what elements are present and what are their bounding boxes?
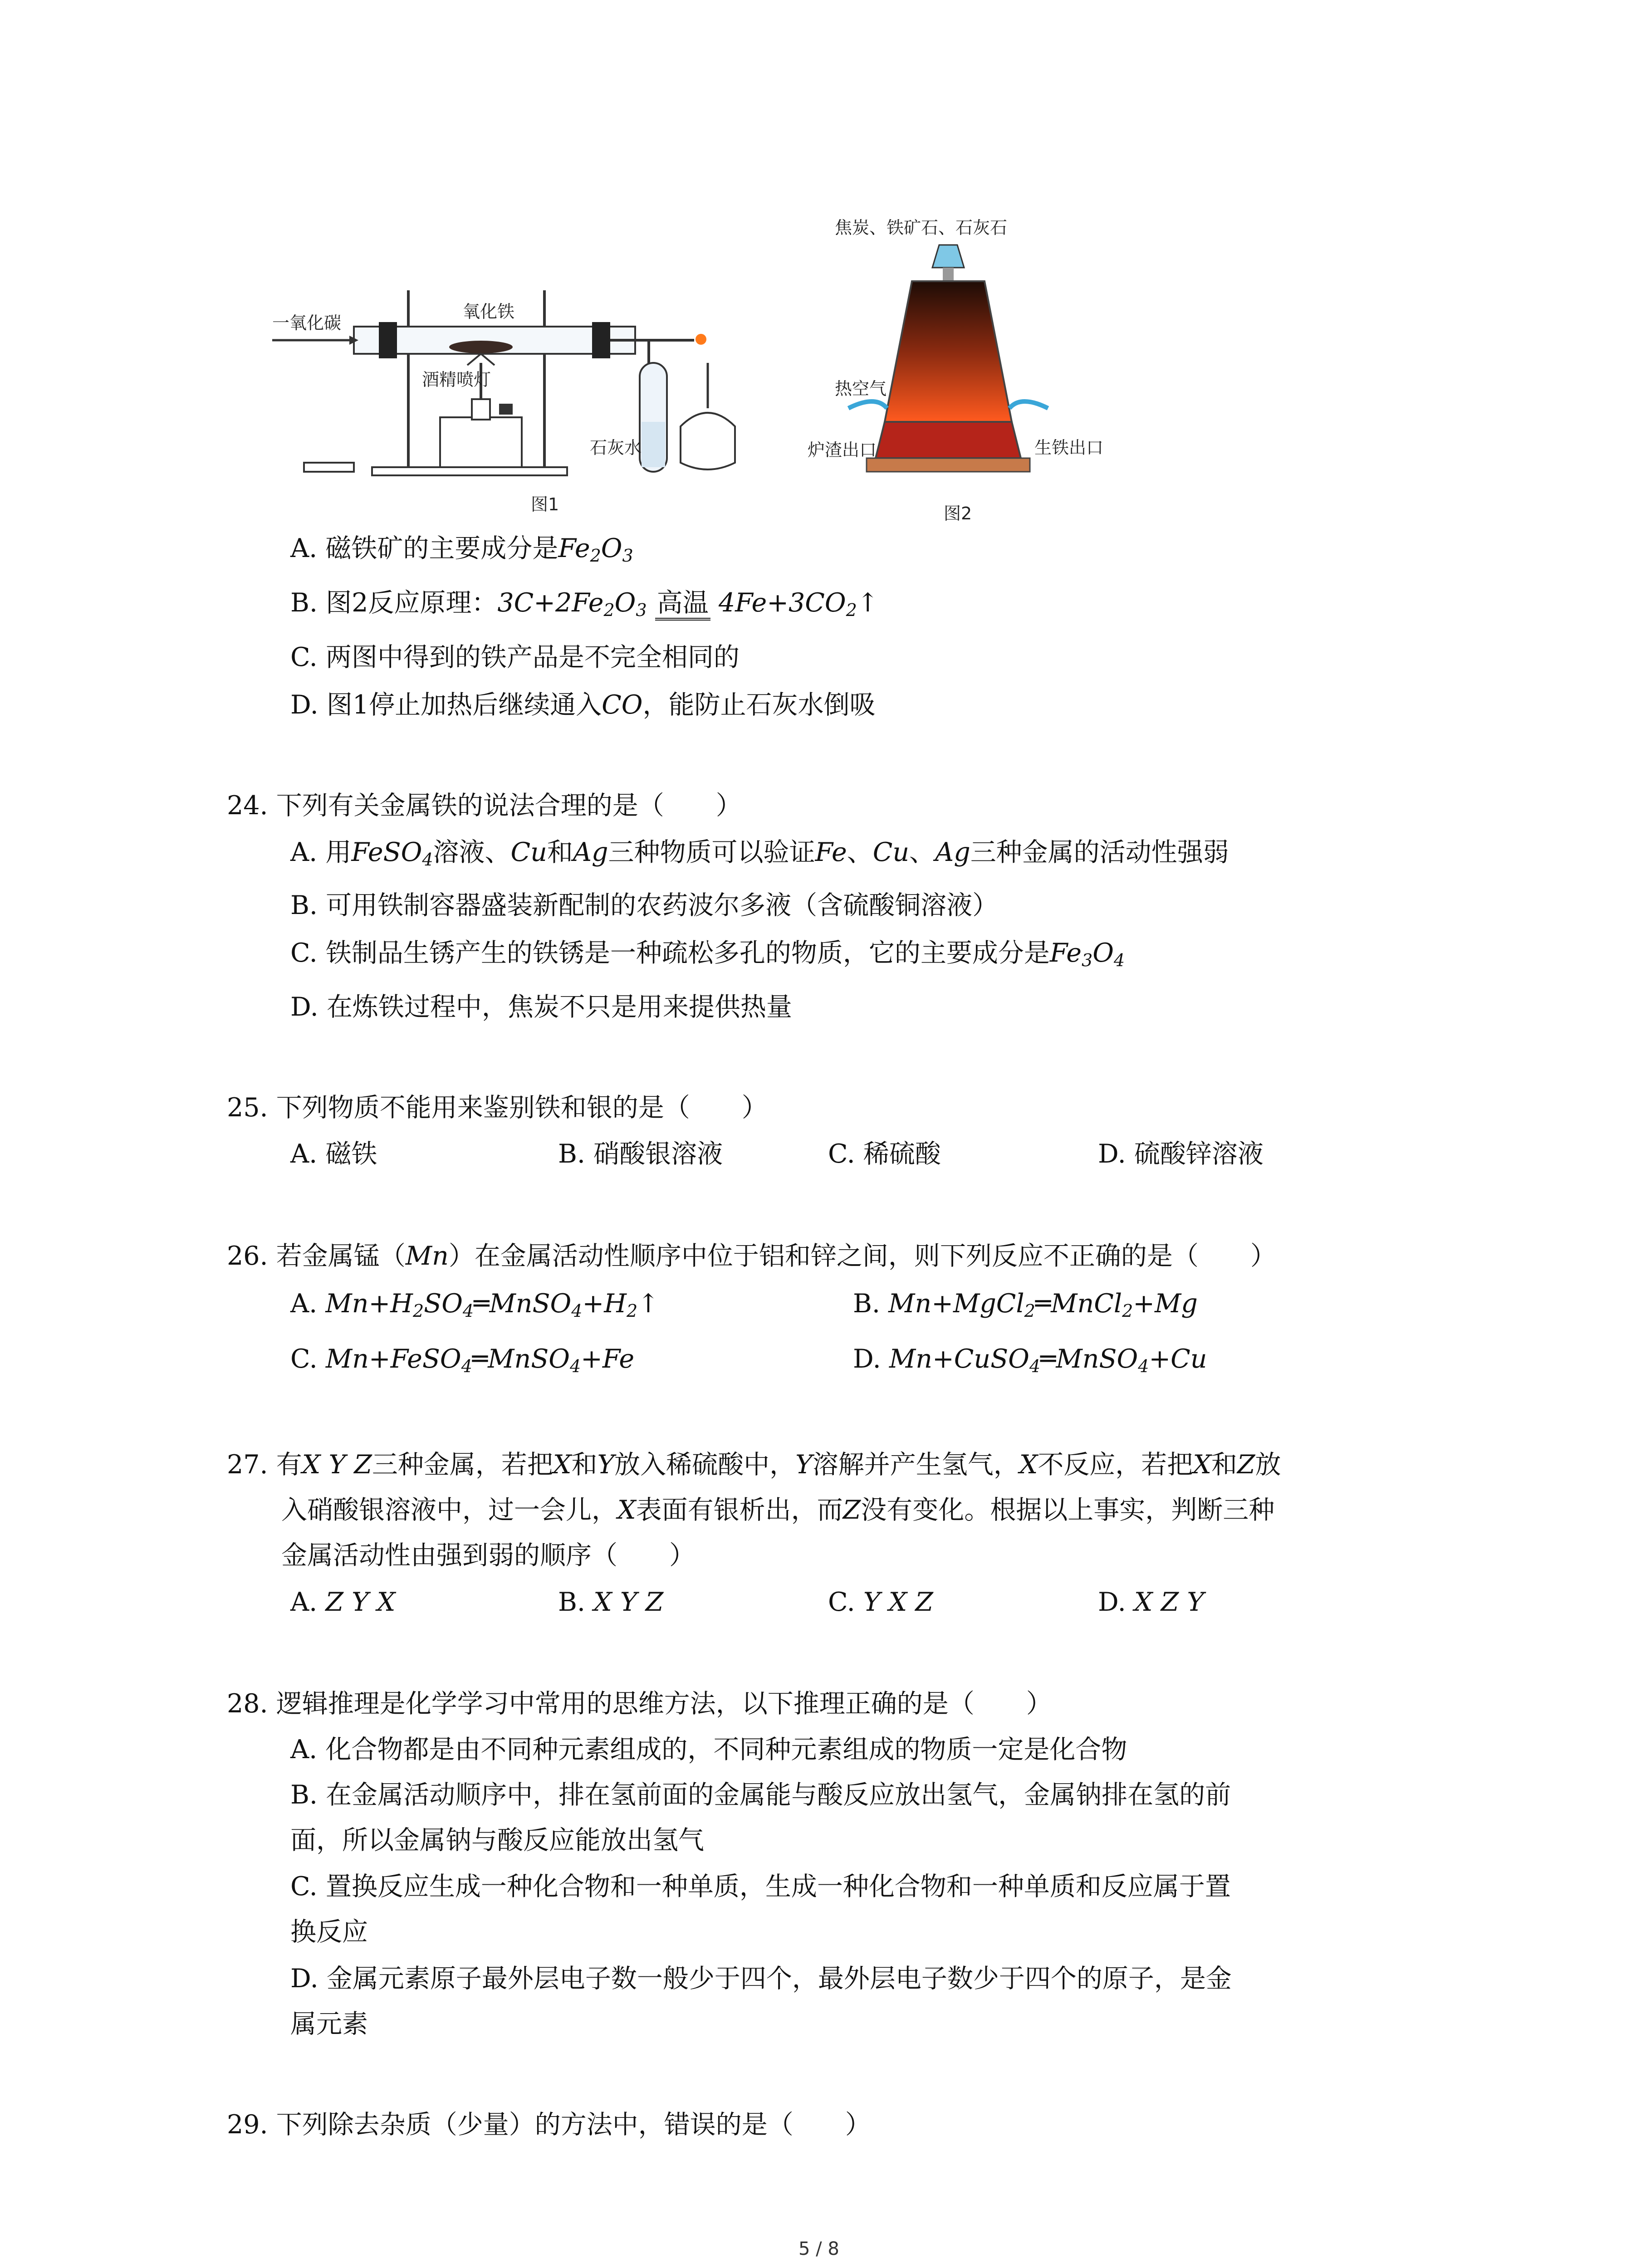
fig1-label-burner: 酒精喷灯: [422, 370, 491, 390]
q27-stem-line-1: 27. 有X Y Z三种金属，若把X和Y放入稀硫酸中，Y溶解并产生氢气，X不反应，若把X和Z放: [227, 1450, 1281, 1480]
figure-1-co-reduction-apparatus: [272, 272, 817, 526]
q26-option-b: B. Mn+MgCl$_2$═MnCl$_2$+Mg: [853, 1289, 1198, 1321]
q24-option-c: C. 铁制品生锈产生的铁锈是一种疏松多孔的物质，它的主要成分是$Fe_3O_4$: [290, 938, 1125, 970]
q23-option-a: A. 磁铁矿的主要成分是$Fe_2O_3$: [290, 533, 633, 566]
q25-option-d: D. 硫酸锌溶液: [1098, 1139, 1264, 1169]
fig1-caption: 图1: [531, 494, 559, 514]
fig2-label-hot-air: 热空气: [835, 379, 887, 399]
q26-stem: 26. 若金属锰（Mn）在金属活动性顺序中位于铝和锌之间，则下列反应不正确的是（ ）: [227, 1241, 1276, 1271]
fig2-caption: 图2: [944, 503, 972, 523]
q29-stem: 29. 下列除去杂质（少量）的方法中，错误的是（ ）: [227, 2110, 871, 2140]
q27-option-b: B. X Y Z: [558, 1587, 664, 1617]
q28-option-d-line-1: D. 金属元素原子最外层电子数一般少于四个，最外层电子数少于四个的原子，是金: [290, 1964, 1232, 1994]
q23-option-c: C. 两图中得到的铁产品是不完全相同的: [290, 642, 740, 672]
q28-option-a: A. 化合物都是由不同种元素组成的，不同种元素组成的物质一定是化合物: [290, 1735, 1127, 1765]
q27-option-d: D. X Z Y: [1098, 1587, 1204, 1617]
q27-option-a: A. Z Y X: [290, 1587, 396, 1617]
q25-option-a: A. 磁铁: [290, 1139, 377, 1169]
q23-option-b: B. 图2反应原理：$3C+2Fe_2O_3$ 高温 $4Fe+3CO_2↑$: [290, 588, 879, 620]
q27-option-c: C. Y X Z: [828, 1587, 933, 1617]
q26-option-a: A. $Mn+H_2SO_4═MnSO_4+H_2↑$: [290, 1289, 659, 1321]
q28-option-c-line-1: C. 置换反应生成一种化合物和一种单质，生成一种化合物和一种单质和反应属于置: [290, 1872, 1231, 1901]
fig2-label-inputs: 焦炭、铁矿石、石灰石: [835, 218, 1008, 238]
q25-option-c: C. 稀硫酸: [828, 1139, 941, 1169]
q28-option-c-line-2: 换反应: [290, 1917, 368, 1947]
q25-option-b: B. 硝酸银溶液: [558, 1139, 723, 1169]
q26-option-c: C. Mn+FeSO$_4$═MnSO$_4$+Fe: [290, 1344, 635, 1376]
fig1-label-co: 一氧化碳: [272, 313, 342, 333]
q26-option-d: D. Mn+CuSO$_4$═MnSO$_4$+Cu: [853, 1344, 1207, 1376]
fig1-label-fe2o3: 氧化铁: [463, 302, 515, 322]
q28-option-b-line-1: B. 在金属活动顺序中，排在氢前面的金属能与酸反应放出氢气，金属钠排在氢的前: [290, 1780, 1231, 1810]
q24-option-b: B. 可用铁制容器盛装新配制的农药波尔多液（含硫酸铜溶液）: [290, 890, 999, 920]
fig1-label-limewater: 石灰水: [590, 438, 642, 458]
q24-stem: 24. 下列有关金属铁的说法合理的是（ ）: [227, 791, 742, 821]
q28-stem: 28. 逻辑推理是化学学习中常用的思维方法，以下推理正确的是（ ）: [227, 1689, 1052, 1719]
q28-option-d-line-2: 属元素: [290, 2009, 368, 2039]
fig2-label-slag-outlet: 炉渣出口: [808, 440, 877, 460]
q27-stem-line-3: 金属活动性由强到弱的顺序（ ）: [281, 1540, 695, 1570]
q28-option-b-line-2: 面，所以金属钠与酸反应能放出氢气: [290, 1825, 704, 1855]
figure-2-blast-furnace: [808, 213, 1107, 540]
page-number: 5 / 8: [798, 2239, 839, 2259]
q24-option-a: A. 用FeSO$_4$溶液、Cu和Ag三种物质可以验证Fe、Cu、Ag三种金属的活动性强弱: [290, 837, 1229, 870]
q25-stem: 25. 下列物质不能用来鉴别铁和银的是（ ）: [227, 1093, 768, 1123]
q27-stem-line-2: 入硝酸银溶液中，过一会儿，X表面有银析出，而Z没有变化。根据以上事实，判断三种: [281, 1495, 1275, 1525]
fig2-label-iron-outlet: 生铁出口: [1034, 438, 1104, 458]
q23-option-d: D. 图1停止加热后继续通入CO，能防止石灰水倒吸: [290, 690, 876, 720]
q24-option-d: D. 在炼铁过程中，焦炭不只是用来提供热量: [290, 992, 792, 1022]
